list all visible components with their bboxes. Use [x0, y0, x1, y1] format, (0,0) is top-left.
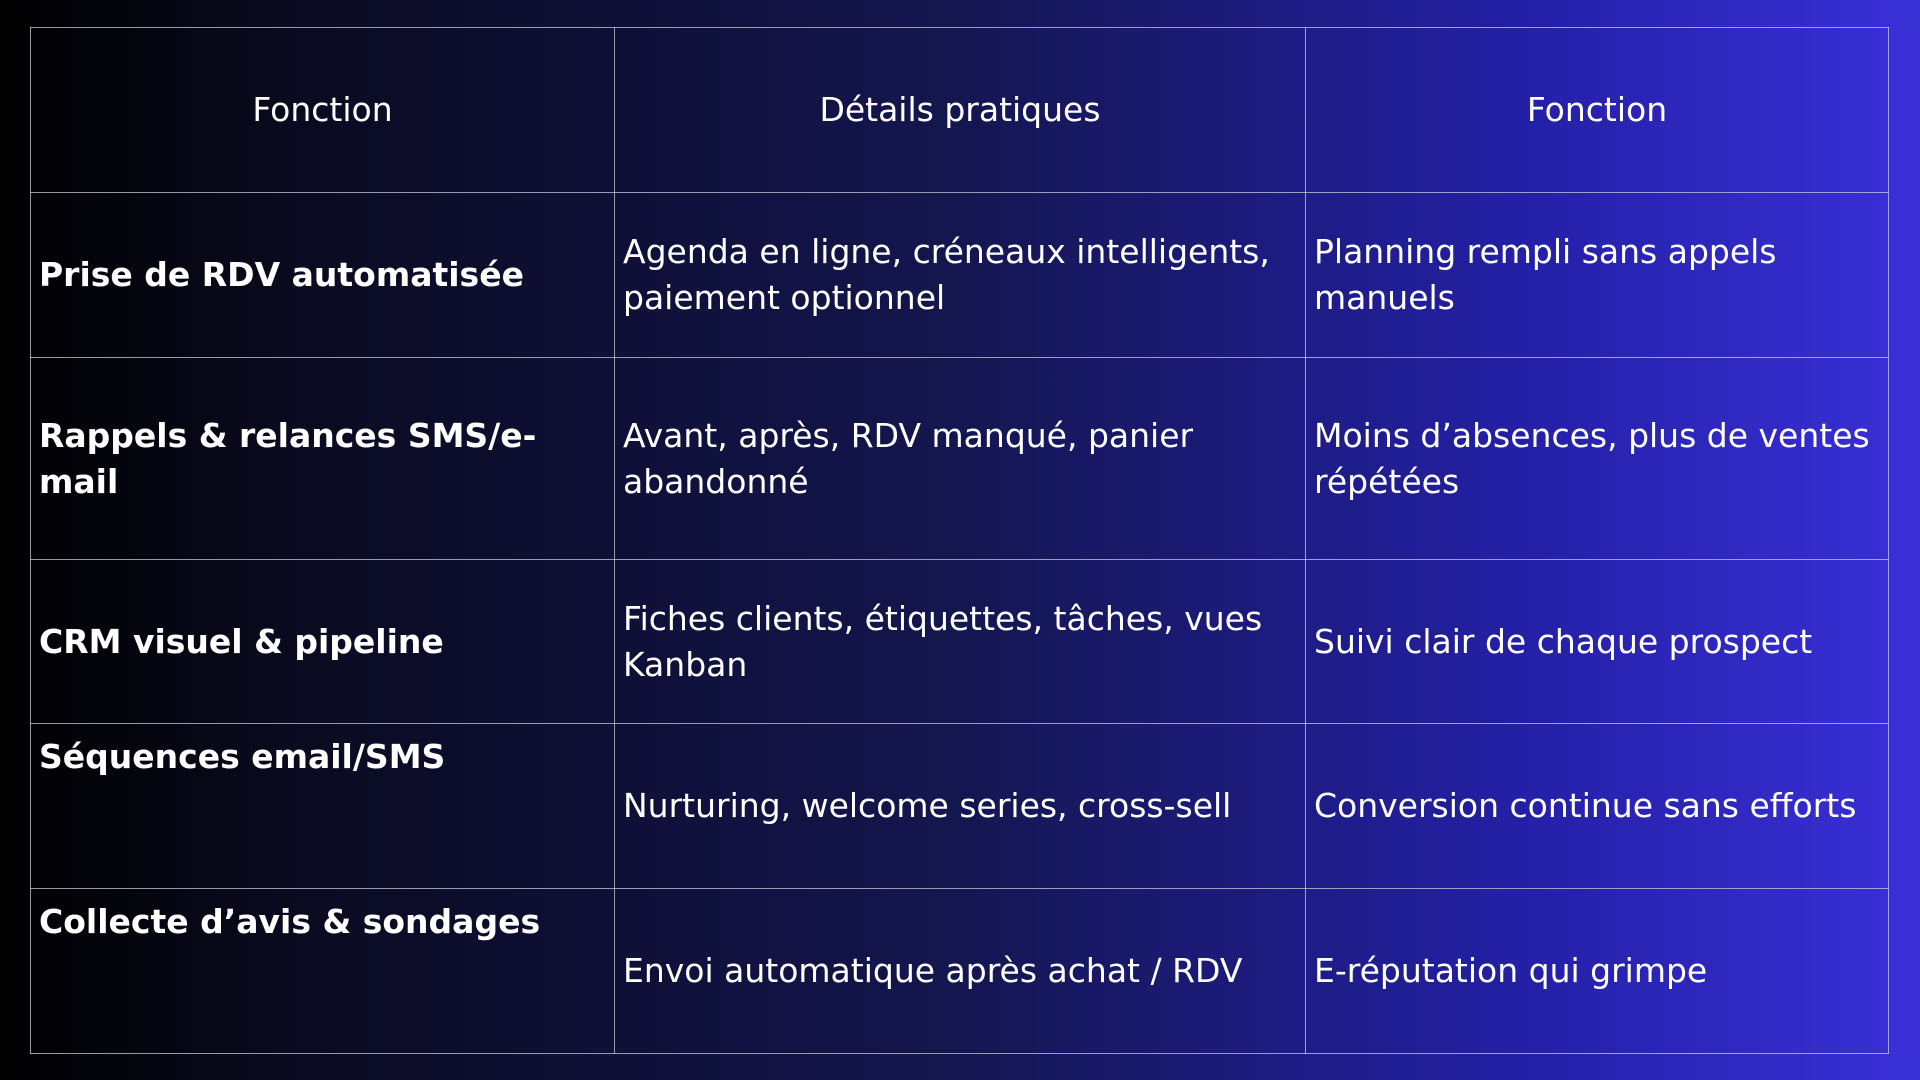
function-cell: Prise de RDV automatisée — [31, 193, 615, 358]
details-cell: Agenda en ligne, créneaux intelligents, paiement optionnel — [615, 193, 1306, 358]
function-cell: Séquences email/SMS — [31, 724, 615, 889]
benefit-cell: E-réputation qui grimpe — [1306, 889, 1889, 1054]
table-row — [31, 724, 1889, 889]
column-header-details: Détails pratiques — [615, 28, 1306, 193]
features-table-container — [30, 27, 1888, 1052]
features-table — [30, 27, 1889, 1054]
function-cell: Rappels & relances SMS/e-mail — [31, 358, 615, 560]
column-header-benefit: Fonction — [1306, 28, 1889, 193]
function-cell: Collecte d’avis & sondages — [31, 889, 615, 1054]
table-row — [31, 193, 1889, 358]
benefit-cell: Moins d’absences, plus de ventes répétées — [1306, 358, 1889, 560]
benefit-cell: Conversion continue sans efforts — [1306, 724, 1889, 889]
table-row — [31, 560, 1889, 724]
benefit-cell: Suivi clair de chaque prospect — [1306, 560, 1889, 724]
table-header-row — [31, 28, 1889, 193]
details-cell: Fiches clients, étiquettes, tâches, vues Kanban — [615, 560, 1306, 724]
column-header-function: Fonction — [31, 28, 615, 193]
details-cell: Avant, après, RDV manqué, panier abandonné — [615, 358, 1306, 560]
table-row — [31, 889, 1889, 1054]
table-row — [31, 358, 1889, 560]
benefit-cell: Planning rempli sans appels manuels — [1306, 193, 1889, 358]
details-cell: Envoi automatique après achat / RDV — [615, 889, 1306, 1054]
function-cell: CRM visuel & pipeline — [31, 560, 615, 724]
details-cell: Nurturing, welcome series, cross-sell — [615, 724, 1306, 889]
